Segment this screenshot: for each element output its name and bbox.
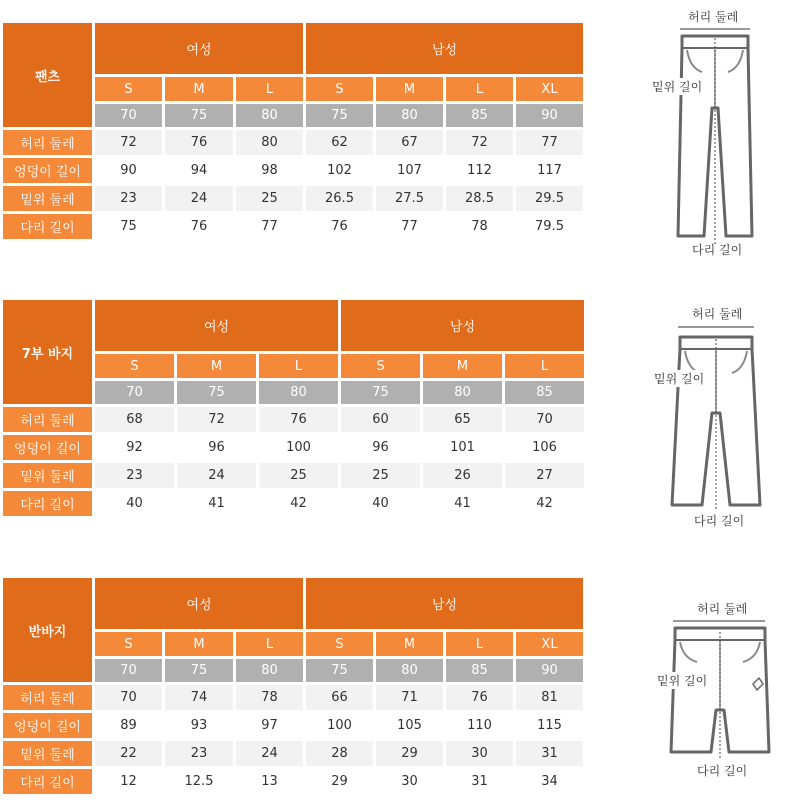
size-cell: S <box>95 632 162 656</box>
value-cell: 29 <box>306 769 373 794</box>
size-number-cell: 80 <box>423 381 502 404</box>
value-cell: 26.5 <box>306 186 373 211</box>
size-number-cell: 75 <box>306 659 373 682</box>
size-number-cell: 85 <box>446 659 513 682</box>
men-header: 남성 <box>341 300 584 351</box>
size-cell: L <box>446 77 513 101</box>
value-cell: 24 <box>165 186 233 211</box>
row-label-waist: 허리 둘레 <box>3 130 92 155</box>
value-cell: 98 <box>236 158 303 183</box>
row-label-leg: 다리 길이 <box>3 214 92 239</box>
value-cell: 67 <box>376 130 443 155</box>
value-cell: 93 <box>165 713 233 738</box>
value-cell: 41 <box>177 491 256 516</box>
value-cell: 28.5 <box>446 186 513 211</box>
size-cell: M <box>177 354 256 378</box>
size-cell: S <box>95 354 174 378</box>
value-cell: 31 <box>516 741 583 766</box>
category-label: 반바지 <box>3 578 92 682</box>
value-cell: 74 <box>165 685 233 710</box>
value-cell: 42 <box>505 491 584 516</box>
size-number-cell: 75 <box>341 381 420 404</box>
value-cell: 60 <box>341 407 420 432</box>
value-cell: 105 <box>376 713 443 738</box>
size-number-cell: 75 <box>165 104 233 127</box>
value-cell: 29 <box>376 741 443 766</box>
value-cell: 76 <box>165 214 233 239</box>
size-cell: M <box>423 354 502 378</box>
table-row <box>3 407 584 432</box>
capri-size-table <box>0 297 587 519</box>
value-cell: 79.5 <box>516 214 583 239</box>
size-cell: M <box>376 77 443 101</box>
value-cell: 71 <box>376 685 443 710</box>
size-cell: S <box>341 354 420 378</box>
value-cell: 24 <box>177 463 256 488</box>
value-cell: 94 <box>165 158 233 183</box>
value-cell: 101 <box>423 435 502 460</box>
capri-section <box>0 297 800 528</box>
table-row <box>3 158 583 183</box>
value-cell: 100 <box>306 713 373 738</box>
size-number-cell: 90 <box>516 104 583 127</box>
value-cell: 96 <box>341 435 420 460</box>
size-number-cell: 90 <box>516 659 583 682</box>
men-header: 남성 <box>306 23 583 74</box>
row-label-rise: 밑위 둘레 <box>3 741 92 766</box>
row-label-leg: 다리 길이 <box>3 491 92 516</box>
size-cell: M <box>165 77 233 101</box>
size-number-cell: 70 <box>95 659 162 682</box>
value-cell: 76 <box>259 407 338 432</box>
value-cell: 78 <box>236 685 303 710</box>
value-cell: 75 <box>95 214 162 239</box>
size-number-cell: 80 <box>236 104 303 127</box>
size-cell: M <box>376 632 443 656</box>
value-cell: 102 <box>306 158 373 183</box>
value-cell: 40 <box>341 491 420 516</box>
table-row <box>3 769 583 794</box>
size-cell: S <box>95 77 162 101</box>
table-row <box>3 713 583 738</box>
size-number-cell: 70 <box>95 104 162 127</box>
table-row <box>3 685 583 710</box>
value-cell: 81 <box>516 685 583 710</box>
shorts-section <box>0 575 800 800</box>
women-header: 여성 <box>95 23 303 74</box>
size-number-cell: 75 <box>306 104 373 127</box>
size-number-cell: 70 <box>95 381 174 404</box>
row-label-hip: 엉덩이 길이 <box>3 713 92 738</box>
value-cell: 72 <box>177 407 256 432</box>
value-cell: 23 <box>95 463 174 488</box>
value-cell: 12 <box>95 769 162 794</box>
row-label-rise: 밑위 둘레 <box>3 463 92 488</box>
row-label-rise: 밑위 둘레 <box>3 186 92 211</box>
value-cell: 68 <box>95 407 174 432</box>
value-cell: 80 <box>236 130 303 155</box>
pants-section <box>0 10 800 257</box>
table-row <box>3 463 584 488</box>
size-cell: XL <box>516 77 583 101</box>
size-number-cell: 80 <box>236 659 303 682</box>
pants-diagram <box>640 8 790 257</box>
size-number-cell: 85 <box>505 381 584 404</box>
value-cell: 112 <box>446 158 513 183</box>
value-cell: 65 <box>423 407 502 432</box>
size-cell: L <box>259 354 338 378</box>
value-cell: 25 <box>341 463 420 488</box>
pants-size-table <box>0 20 586 242</box>
value-cell: 66 <box>306 685 373 710</box>
value-cell: 42 <box>259 491 338 516</box>
leg-length-label: 다리 길이 <box>692 243 743 257</box>
table-row <box>3 186 583 211</box>
value-cell: 40 <box>95 491 174 516</box>
size-number-cell: 80 <box>376 659 443 682</box>
value-cell: 107 <box>376 158 443 183</box>
capri-diagram <box>640 305 790 530</box>
row-label-leg: 다리 길이 <box>3 769 92 794</box>
rise-label: 밑위 길이 <box>652 80 703 94</box>
shorts-size-table <box>0 575 586 797</box>
value-cell: 26 <box>423 463 502 488</box>
rise-label: 밑위 길이 <box>654 372 705 386</box>
value-cell: 117 <box>516 158 583 183</box>
size-cell: L <box>236 77 303 101</box>
value-cell: 28 <box>306 741 373 766</box>
value-cell: 27.5 <box>376 186 443 211</box>
value-cell: 23 <box>95 186 162 211</box>
value-cell: 62 <box>306 130 373 155</box>
value-cell: 23 <box>165 741 233 766</box>
value-cell: 106 <box>505 435 584 460</box>
waist-label: 허리 둘레 <box>692 307 743 321</box>
value-cell: 25 <box>236 186 303 211</box>
rise-label: 밑위 길이 <box>657 674 708 688</box>
value-cell: 96 <box>177 435 256 460</box>
value-cell: 78 <box>446 214 513 239</box>
value-cell: 77 <box>376 214 443 239</box>
value-cell: 77 <box>236 214 303 239</box>
row-label-hip: 엉덩이 길이 <box>3 158 92 183</box>
size-number-cell: 80 <box>376 104 443 127</box>
size-cell: XL <box>516 632 583 656</box>
size-cell: L <box>236 632 303 656</box>
value-cell: 76 <box>446 685 513 710</box>
size-cell: S <box>306 77 373 101</box>
table-row <box>3 435 584 460</box>
size-cell: L <box>505 354 584 378</box>
value-cell: 29.5 <box>516 186 583 211</box>
value-cell: 90 <box>95 158 162 183</box>
table-row <box>3 214 583 239</box>
pants-outline-icon <box>640 8 790 253</box>
row-label-waist: 허리 둘레 <box>3 407 92 432</box>
value-cell: 89 <box>95 713 162 738</box>
size-cell: S <box>306 632 373 656</box>
table-row <box>3 130 583 155</box>
value-cell: 31 <box>446 769 513 794</box>
value-cell: 12.5 <box>165 769 233 794</box>
row-label-waist: 허리 둘레 <box>3 685 92 710</box>
value-cell: 24 <box>236 741 303 766</box>
value-cell: 30 <box>376 769 443 794</box>
value-cell: 70 <box>505 407 584 432</box>
capri-outline-icon <box>640 305 790 530</box>
size-number-cell: 80 <box>259 381 338 404</box>
size-number-cell: 75 <box>177 381 256 404</box>
value-cell: 30 <box>446 741 513 766</box>
size-cell: L <box>446 632 513 656</box>
men-header: 남성 <box>306 578 583 629</box>
value-cell: 22 <box>95 741 162 766</box>
women-header: 여성 <box>95 578 303 629</box>
value-cell: 77 <box>516 130 583 155</box>
waist-label: 허리 둘레 <box>688 10 739 24</box>
size-number-cell: 85 <box>446 104 513 127</box>
waist-label: 허리 둘레 <box>697 602 748 616</box>
value-cell: 92 <box>95 435 174 460</box>
size-cell: M <box>165 632 233 656</box>
row-label-hip: 엉덩이 길이 <box>3 435 92 460</box>
leg-length-label: 다리 길이 <box>694 514 745 528</box>
value-cell: 76 <box>165 130 233 155</box>
value-cell: 115 <box>516 713 583 738</box>
table-row <box>3 741 583 766</box>
value-cell: 100 <box>259 435 338 460</box>
value-cell: 13 <box>236 769 303 794</box>
category-label: 7부 바지 <box>3 300 92 404</box>
value-cell: 72 <box>446 130 513 155</box>
value-cell: 70 <box>95 685 162 710</box>
table-row <box>3 491 584 516</box>
leg-length-label: 다리 길이 <box>697 764 748 778</box>
value-cell: 72 <box>95 130 162 155</box>
value-cell: 25 <box>259 463 338 488</box>
value-cell: 27 <box>505 463 584 488</box>
value-cell: 76 <box>306 214 373 239</box>
value-cell: 34 <box>516 769 583 794</box>
size-number-cell: 75 <box>165 659 233 682</box>
value-cell: 97 <box>236 713 303 738</box>
category-label: 팬츠 <box>3 23 92 127</box>
women-header: 여성 <box>95 300 338 351</box>
value-cell: 110 <box>446 713 513 738</box>
value-cell: 41 <box>423 491 502 516</box>
shorts-diagram <box>645 600 795 800</box>
